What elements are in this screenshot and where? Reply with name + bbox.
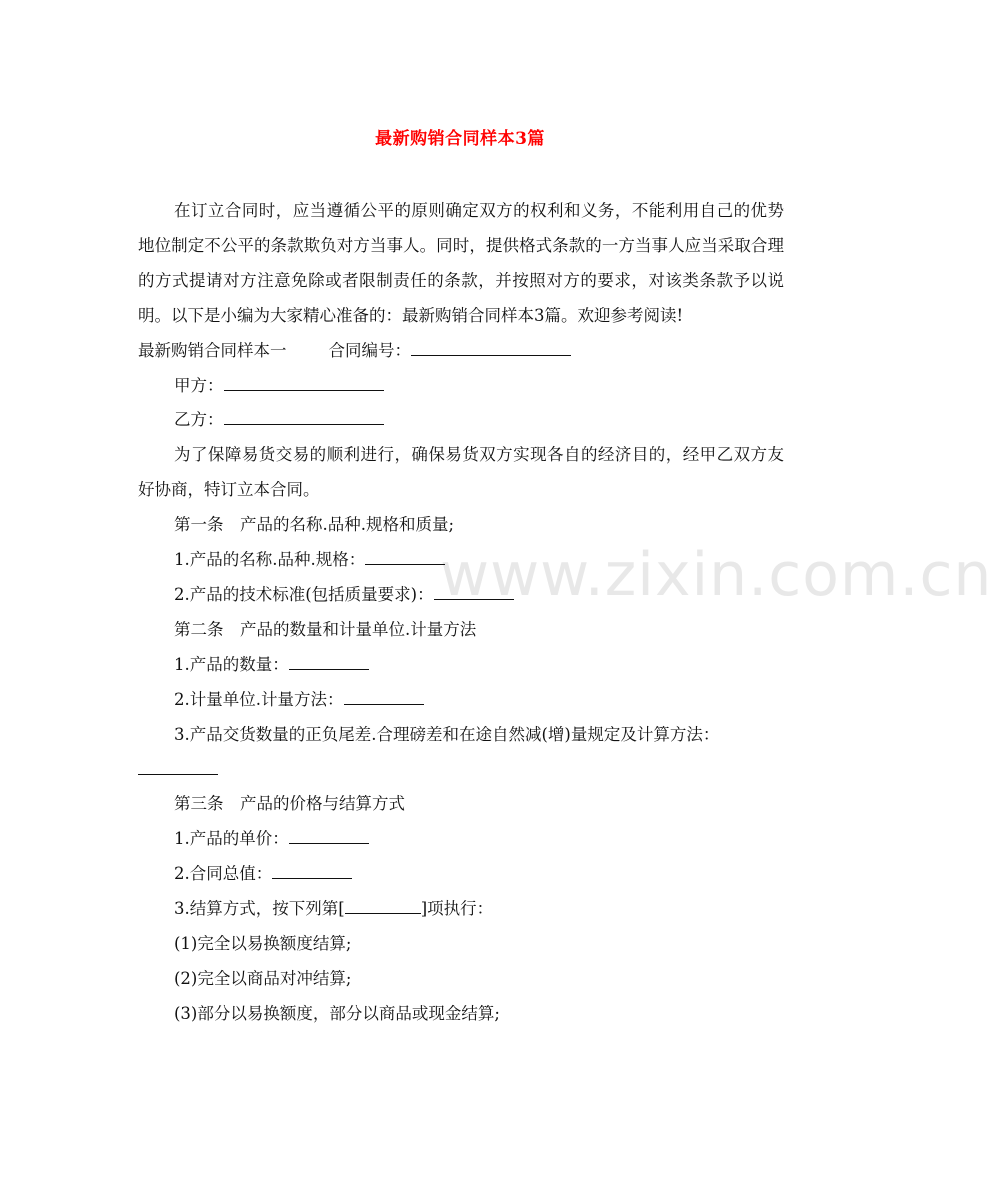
contract-number-label: 合同编号： — [328, 340, 411, 360]
article2-item3-blank — [138, 757, 218, 775]
party-b-blank — [224, 407, 384, 425]
article2-item1 — [138, 648, 784, 683]
article1-item2-blank — [434, 582, 514, 600]
article1-item1 — [138, 543, 784, 578]
article3-item3-prefix: 3.结算方式，按下列第[ — [174, 899, 345, 919]
article1-heading: 第一条 产品的名称.品种.规格和质量; — [174, 515, 455, 535]
article1-item2-label: 2.产品的技术标准(包括质量要求)： — [174, 584, 434, 604]
article2-item1-blank — [289, 652, 369, 670]
article3-item3-suffix: ]项执行： — [420, 899, 494, 919]
article3-option2: (2)完全以商品对冲结算; — [174, 968, 352, 988]
sample-heading: 最新购销合同样本一 — [138, 340, 287, 360]
article1-item1-label: 1.产品的名称.品种.规格： — [174, 550, 366, 570]
article3-item3 — [138, 892, 784, 927]
article2-item3-blank-line — [138, 753, 784, 788]
party-b-label: 乙方： — [174, 410, 224, 430]
contract-number-blank — [411, 338, 571, 356]
article1-item2 — [138, 578, 784, 613]
watermark: www.zixin.com.cn — [440, 540, 992, 610]
party-a-line — [138, 369, 784, 404]
article2-item2 — [138, 683, 784, 718]
article2-item1-label: 1.产品的数量： — [174, 654, 289, 674]
article2-item3: 3.产品交货数量的正负尾差.合理磅差和在途自然减(增)量规定及计算方法： — [174, 724, 720, 744]
intro-paragraph: 在订立合同时，应当遵循公平的原则确定双方的权利和义务，不能利用自己的优势地位制定不公平的条款欺负对方当事人。同时，提供格式条款的一方当事人应当采取合理的方式提请对方注意免除或者限制责任的条款，并按照对方的要求，对该类条款予以说明。以下是小编为大家精心准备的：最新购销合同样本3篇。欢迎参考阅读! — [138, 201, 784, 325]
article2-item2-label: 2.计量单位.计量方法： — [174, 689, 344, 709]
document-body — [138, 194, 784, 1032]
article3-item2 — [138, 857, 784, 892]
article3-item2-blank — [272, 861, 352, 879]
article3-item1 — [138, 822, 784, 857]
article3-option3: (3)部分以易换额度，部分以商品或现金结算; — [174, 1003, 500, 1023]
article3-item1-label: 1.产品的单价： — [174, 829, 289, 849]
document-title: 最新购销合同样本3篇 — [375, 129, 545, 149]
contract-number-line — [138, 334, 784, 369]
article3-option1: (1)完全以易换额度结算; — [174, 934, 352, 954]
party-a-blank — [224, 373, 384, 391]
article1-item1-blank — [365, 547, 445, 565]
article3-heading: 第三条 产品的价格与结算方式 — [174, 794, 405, 814]
article2-heading: 第二条 产品的数量和计量单位.计量方法 — [174, 619, 477, 639]
article3-item3-blank — [345, 896, 421, 914]
purpose-paragraph: 为了保障易货交易的顺利进行，确保易货双方实现各自的经济目的，经甲乙双方友好协商，特订立本合同。 — [138, 445, 784, 500]
article3-item1-blank — [289, 826, 369, 844]
article2-item2-blank — [344, 687, 424, 705]
party-a-label: 甲方： — [174, 375, 224, 395]
article3-item2-label: 2.合同总值： — [174, 864, 273, 884]
party-b-line — [138, 403, 784, 438]
